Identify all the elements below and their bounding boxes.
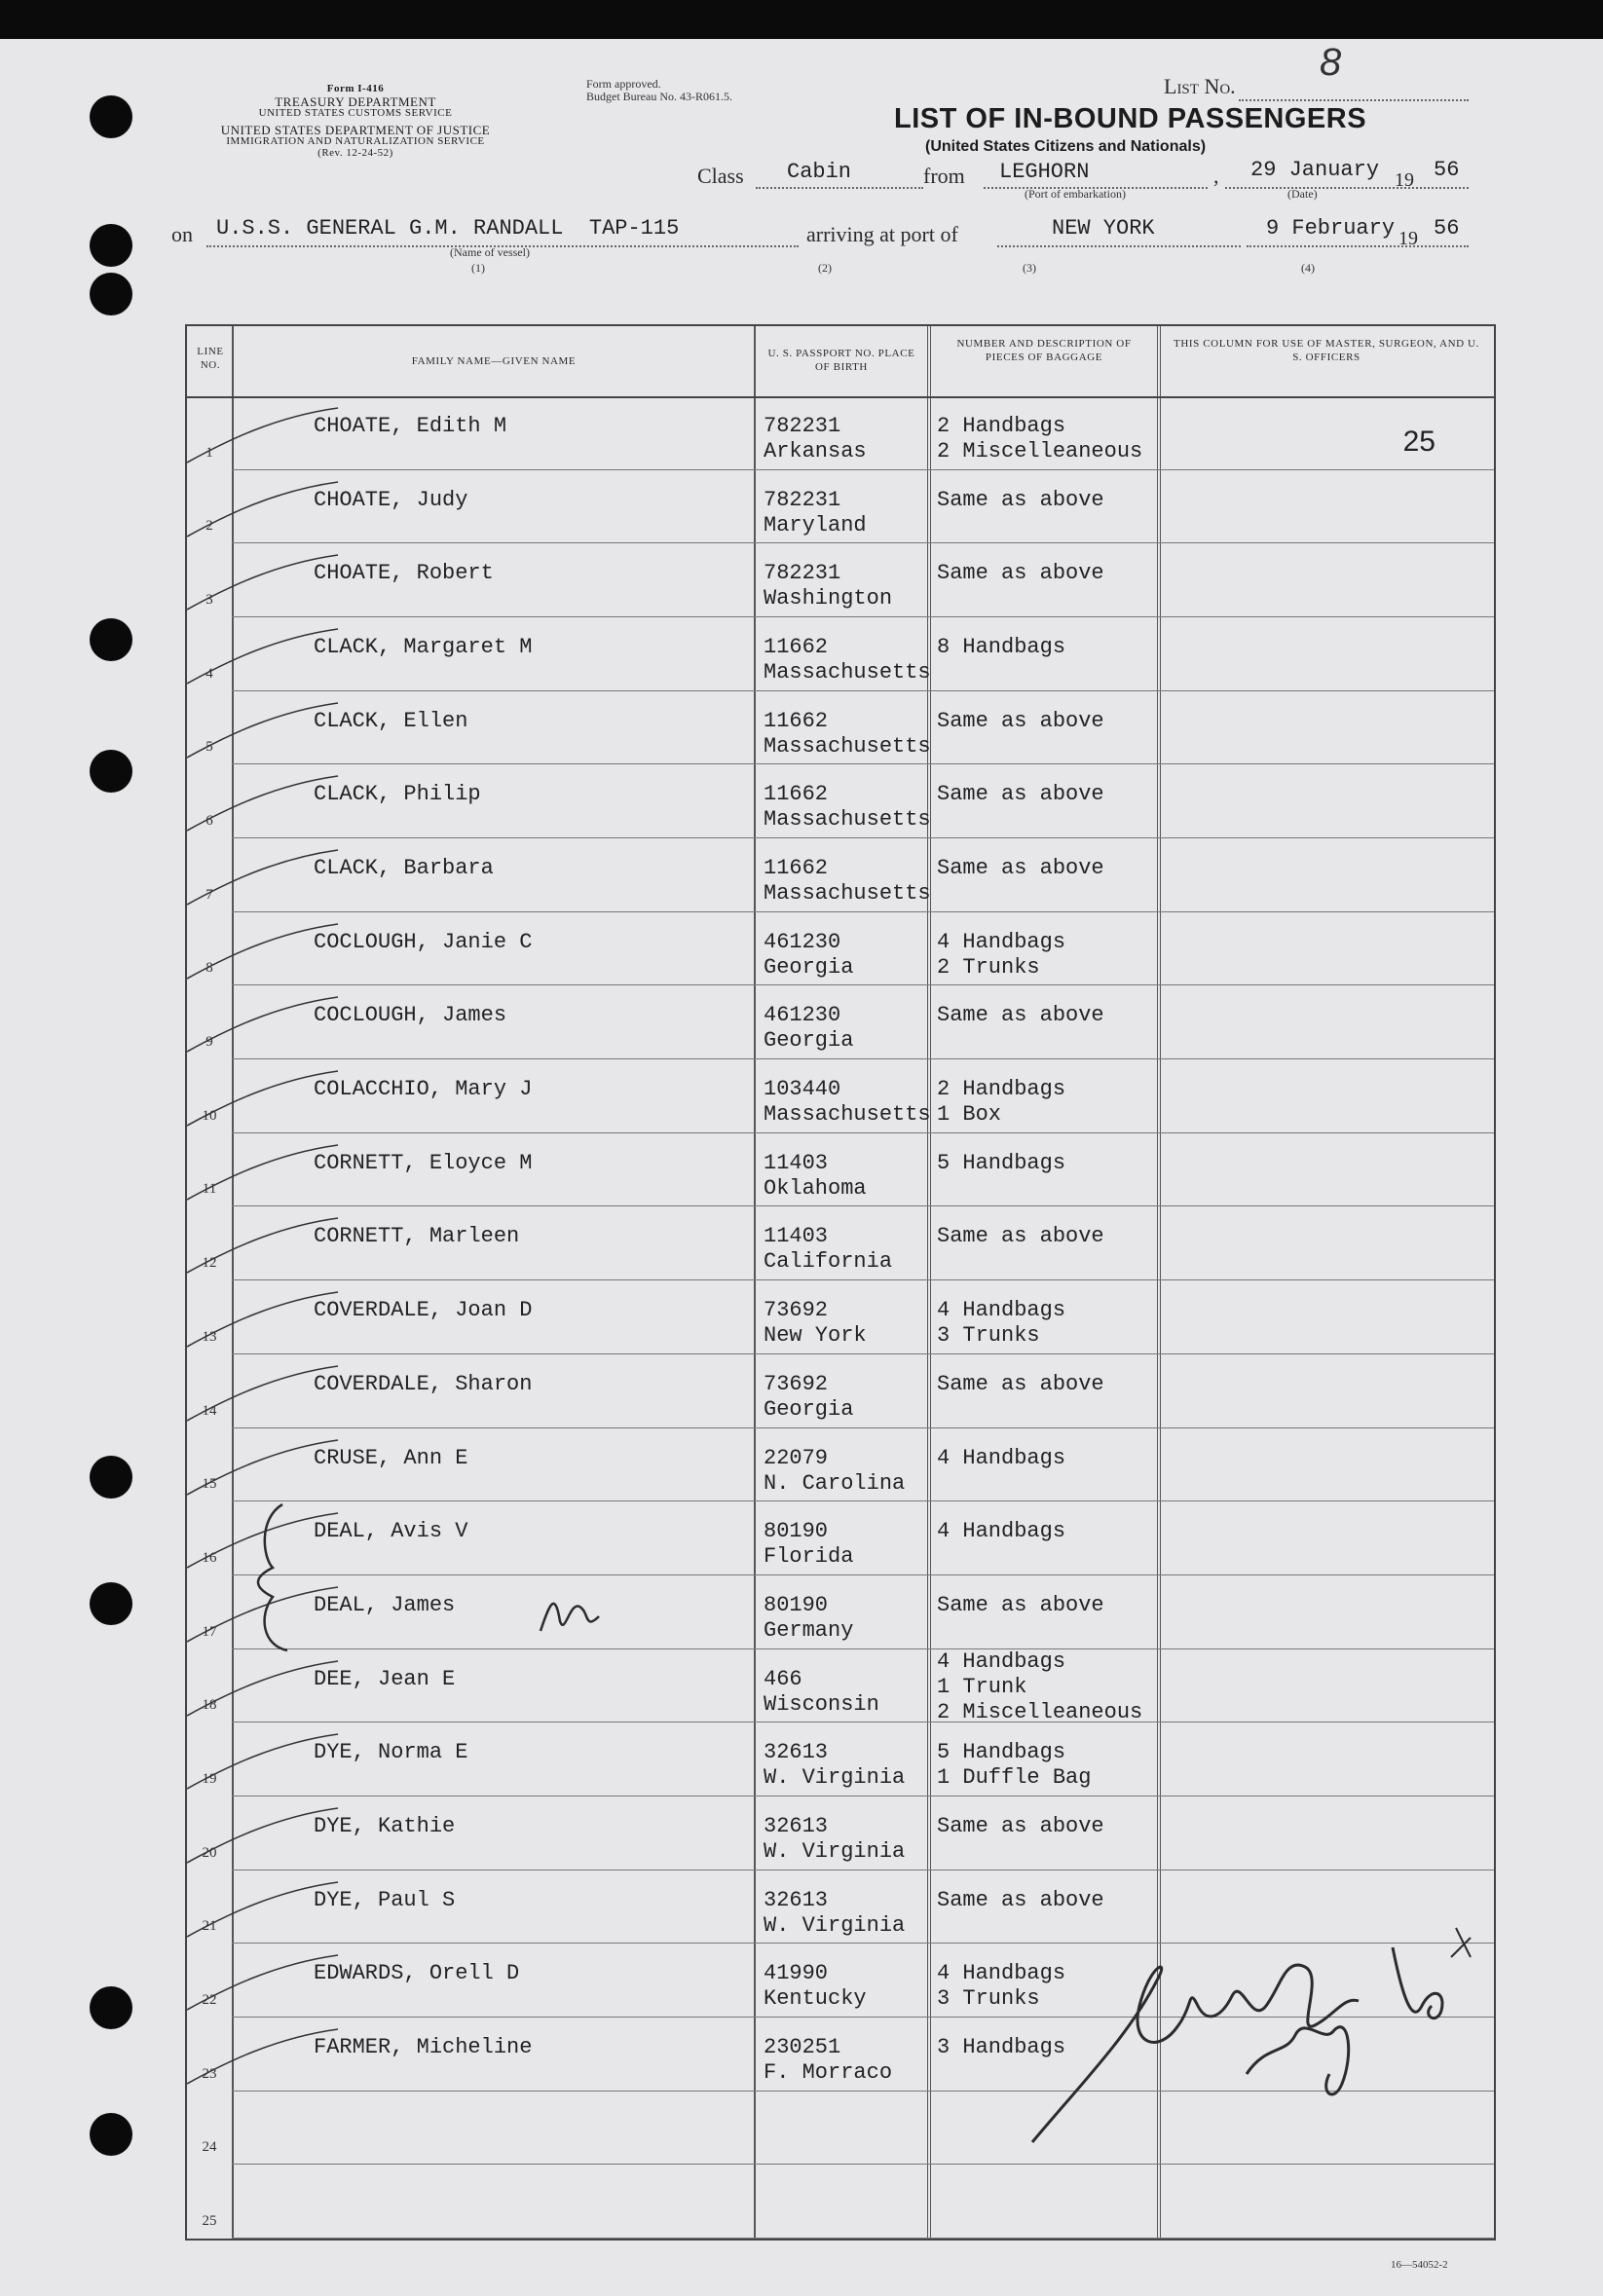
passport-cell [764, 1003, 853, 1054]
passenger-name: CORNETT, Marleen [314, 1224, 520, 1249]
passenger-name: CHOATE, Robert [314, 561, 494, 586]
passenger-name: COVERDALE, Sharon [314, 1371, 533, 1396]
baggage-line: 2 Trunks [937, 954, 1040, 980]
baggage-line: Same as above [937, 1224, 1104, 1249]
passenger-name: FARMER, Micheline [314, 2034, 533, 2059]
arrival-year: 56 [1434, 216, 1460, 241]
line-number: 14 [202, 1402, 217, 1419]
passenger-name: COLACCHIO, Mary J [314, 1077, 533, 1102]
arrival-port: NEW YORK [1052, 216, 1155, 241]
baggage-cell [937, 1814, 1104, 1839]
baggage-line: Same as above [937, 856, 1104, 881]
list-no-label: List No. [1164, 74, 1236, 98]
checkmark-stroke [187, 912, 343, 986]
baggage-line: Same as above [937, 782, 1104, 807]
passenger-name: CORNETT, Eloyce M [314, 1150, 533, 1175]
class-value: Cabin [787, 160, 852, 184]
baggage-line: Same as above [937, 1371, 1104, 1396]
line-number: 11 [202, 1181, 217, 1198]
table-row [187, 1133, 1494, 1207]
passport-number: 782231 [764, 487, 841, 512]
budget-text: Budget Bureau No. 43-R061.5. [586, 90, 732, 104]
line-number: 21 [202, 1918, 217, 1935]
passport-cell [764, 561, 892, 611]
date-value: 29 January [1250, 158, 1380, 182]
checkmark-stroke [187, 1133, 343, 1207]
punch-hole [90, 618, 132, 661]
baggage-line: Same as above [937, 1813, 1104, 1838]
baggage-line: 3 Handbags [937, 2034, 1066, 2059]
baggage-cell [937, 1519, 1065, 1544]
col-index-1: (1) [471, 261, 485, 275]
passenger-name: CLACK, Barbara [314, 856, 494, 881]
baggage-line: 3 Trunks [937, 1986, 1040, 2012]
passport-number: 11662 [764, 782, 829, 807]
class-label: Class [697, 164, 744, 188]
table-row [187, 838, 1494, 912]
baggage-line: Same as above [937, 708, 1104, 733]
baggage-line: 2 Miscelleaneous [937, 439, 1143, 463]
punch-hole [90, 1456, 132, 1499]
line-number: 9 [205, 1034, 213, 1051]
table-row [187, 1796, 1494, 1870]
table-row [187, 396, 1494, 470]
passport-number: 11662 [764, 708, 829, 733]
passport-cell [764, 856, 931, 907]
table-row [187, 691, 1494, 765]
table-row [187, 1354, 1494, 1428]
line-number: 23 [202, 2065, 217, 2082]
checkmark-stroke [187, 1354, 343, 1428]
checkmark-stroke [187, 1649, 343, 1723]
passport-number: 32613 [764, 1813, 829, 1838]
checkmark-stroke [187, 1280, 343, 1354]
baggage-line: 5 Handbags [937, 1150, 1066, 1175]
place-of-birth: Massachusetts [764, 1102, 931, 1128]
place-of-birth: Massachusetts [764, 881, 931, 907]
place-of-birth: Georgia [764, 1028, 854, 1054]
line-number: 5 [205, 739, 213, 756]
list-no-value: 8 [1320, 41, 1342, 84]
table-row [187, 617, 1494, 691]
passport-number: 41990 [764, 1961, 829, 1986]
line-number: 4 [205, 665, 213, 682]
date-year: 56 [1434, 158, 1460, 182]
place-of-birth: Georgia [764, 1396, 854, 1422]
checkmark-stroke [187, 764, 343, 838]
table-row [187, 912, 1494, 986]
baggage-line: 4 Handbags [937, 1648, 1066, 1674]
place-of-birth: New York [764, 1323, 867, 1349]
passport-cell [764, 1372, 853, 1423]
baggage-line: 1 Duffle Bag [937, 1765, 1092, 1791]
checkmark-stroke [187, 1870, 343, 1944]
passport-number: 11403 [764, 1224, 829, 1249]
line-number: 6 [205, 813, 213, 830]
baggage-line: 8 Handbags [937, 635, 1066, 660]
customs-service: UNITED STATES CUSTOMS SERVICE [258, 107, 453, 120]
punch-hole [90, 1986, 132, 2029]
baggage-cell [937, 1649, 1142, 1725]
checkmark-stroke [187, 1944, 343, 2018]
place-of-birth: Wisconsin [764, 1691, 879, 1717]
approved-text: Form approved. [586, 77, 661, 91]
place-of-birth: California [764, 1249, 893, 1275]
comma: , [1213, 164, 1219, 188]
table-row [187, 1722, 1494, 1796]
baggage-line: 5 Handbags [937, 1740, 1066, 1765]
header-officers: THIS COLUMN FOR USE OF MASTER, SURGEON, AND U. S. OFFICERS [1174, 338, 1479, 363]
table-row [187, 1059, 1494, 1133]
baggage-line: 2 Miscelleaneous [937, 1699, 1143, 1724]
passenger-name: DEE, Jean E [314, 1666, 456, 1691]
checkmark-stroke [187, 470, 343, 544]
place-of-birth: N. Carolina [764, 1470, 906, 1496]
header-name: FAMILY NAME—GIVEN NAME [411, 355, 577, 367]
checkmark-stroke [187, 1796, 343, 1870]
baggage-line: Same as above [937, 561, 1104, 586]
baggage-cell [937, 488, 1104, 513]
passenger-name: CLACK, Philip [314, 782, 481, 807]
baggage-cell [937, 1740, 1091, 1791]
place-of-birth: Maryland [764, 512, 867, 537]
line-number: 18 [202, 1697, 217, 1714]
place-of-birth: Washington [764, 586, 893, 611]
passport-number: 230251 [764, 2034, 841, 2059]
place-of-birth: W. Virginia [764, 1765, 906, 1791]
checkmark-stroke [187, 1722, 343, 1796]
arrival-year-prefix: 19 [1398, 228, 1418, 249]
passenger-name: DEAL, James [314, 1592, 456, 1617]
passport-number: 461230 [764, 1003, 841, 1028]
col-index-2: (2) [818, 261, 832, 275]
checkmark-stroke [187, 543, 343, 617]
form-page [0, 39, 1603, 2296]
checkmark-stroke [187, 1059, 343, 1133]
passport-cell [764, 930, 853, 981]
baggage-line: 1 Trunk [937, 1674, 1027, 1699]
table-row [187, 1649, 1494, 1723]
baggage-cell [937, 1003, 1104, 1028]
passport-cell [764, 1298, 867, 1349]
checkmark-stroke [187, 1428, 343, 1502]
baggage-cell [937, 635, 1065, 660]
checkmark-stroke [187, 1206, 343, 1280]
passenger-name: CRUSE, Ann E [314, 1445, 468, 1470]
port-caption: (Port of embarkation) [1025, 187, 1126, 201]
table-row [187, 1428, 1494, 1502]
passport-cell [764, 1814, 905, 1865]
baggage-line: 4 Handbags [937, 929, 1066, 954]
checkmark-stroke [187, 691, 343, 765]
passport-cell [764, 1593, 853, 1644]
passport-number: 32613 [764, 1740, 829, 1765]
baggage-line: 4 Handbags [937, 1961, 1066, 1986]
passport-number: 461230 [764, 929, 841, 954]
passenger-name: COVERDALE, Joan D [314, 1298, 533, 1323]
passenger-name: CHOATE, Edith M [314, 414, 507, 438]
baggage-line: 4 Handbags [937, 1298, 1066, 1323]
baggage-cell [937, 1446, 1065, 1471]
handwritten-initials [531, 1582, 609, 1641]
arriving-label: arriving at port of [806, 222, 958, 246]
header-line-no: LINE NO. [197, 346, 224, 371]
baggage-line: Same as above [937, 1887, 1104, 1912]
header-departments [166, 84, 545, 159]
passport-cell [764, 1151, 867, 1202]
line-number: 13 [202, 1328, 217, 1345]
passport-cell [764, 1077, 931, 1128]
handwritten-signature [1013, 1918, 1480, 2162]
baggage-cell [937, 930, 1065, 981]
passport-cell [764, 1888, 905, 1939]
header-passport: U. S. PASSPORT NO. PLACE OF BIRTH [767, 348, 915, 373]
date-year-prefix: 19 [1395, 169, 1414, 191]
place-of-birth: Oklahoma [764, 1175, 867, 1201]
justice-dept: UNITED STATES DEPARTMENT OF JUSTICE [220, 122, 491, 137]
revision: (Rev. 12-24-52) [317, 146, 393, 159]
on-label: on [171, 222, 193, 246]
baggage-cell [937, 1888, 1104, 1913]
passport-cell [764, 635, 931, 685]
passport-cell [764, 1519, 853, 1570]
line-number: 1 [205, 444, 213, 461]
place-of-birth: W. Virginia [764, 1912, 906, 1938]
date-line [1225, 187, 1469, 189]
passport-number: 11662 [764, 856, 829, 881]
checkmark-stroke [187, 985, 343, 1059]
place-of-birth: W. Virginia [764, 1838, 906, 1864]
line-number: 3 [205, 592, 213, 609]
punch-hole [90, 750, 132, 793]
table-row [187, 1280, 1494, 1354]
passenger-name: DYE, Norma E [314, 1740, 468, 1765]
passport-cell [764, 1740, 905, 1791]
col-index-3: (3) [1023, 261, 1036, 275]
line-number: 12 [202, 1255, 217, 1272]
punch-hole [90, 224, 132, 267]
col-index-4: (4) [1301, 261, 1315, 275]
passport-number: 80190 [764, 1519, 829, 1544]
passport-cell [764, 1961, 867, 2012]
table-row [187, 470, 1494, 544]
handwritten-bracket [243, 1500, 302, 1655]
header-baggage: NUMBER AND DESCRIPTION OF PIECES OF BAGGAGE [956, 338, 1132, 363]
baggage-line: 3 Trunks [937, 1323, 1040, 1349]
immigration-service: IMMIGRATION AND NATURALIZATION SERVICE [226, 135, 485, 148]
table-row [187, 985, 1494, 1059]
checkmark-stroke [187, 617, 343, 691]
vessel-name: U.S.S. GENERAL G.M. RANDALL TAP-115 [216, 216, 680, 241]
line-number: 17 [202, 1623, 217, 1640]
passenger-name: COCLOUGH, Janie C [314, 929, 533, 954]
checkmark-stroke [187, 396, 343, 470]
punch-hole [90, 2113, 132, 2156]
line-number: 7 [205, 886, 213, 903]
table-row [187, 1206, 1494, 1280]
table-row [187, 543, 1494, 617]
passport-number: 22079 [764, 1445, 829, 1470]
passport-number: 782231 [764, 561, 841, 586]
baggage-cell [937, 561, 1104, 586]
form-number: Form I-416 [326, 83, 385, 94]
place-of-birth: Georgia [764, 954, 854, 980]
passport-cell [764, 709, 931, 759]
page-subtitle: (United States Citizens and Nationals) [925, 138, 1207, 155]
place-of-birth: Germany [764, 1617, 854, 1643]
punch-hole [90, 273, 132, 315]
baggage-line: 4 Handbags [937, 1445, 1066, 1470]
baggage-cell [937, 414, 1142, 464]
passport-cell [764, 414, 867, 464]
passport-number: 73692 [764, 1298, 829, 1323]
class-line [756, 187, 923, 189]
passport-cell [764, 782, 931, 833]
table-row [187, 1501, 1494, 1575]
baggage-cell [937, 1298, 1065, 1349]
table-row [187, 764, 1494, 838]
line-number: 22 [202, 1991, 217, 2008]
place-of-birth: F. Morraco [764, 2059, 893, 2085]
passenger-name: COCLOUGH, James [314, 1003, 507, 1028]
passport-number: 11662 [764, 635, 829, 660]
checkmark-stroke [187, 838, 343, 912]
arrival-date-line [1247, 245, 1469, 247]
punch-hole [90, 1582, 132, 1625]
passport-number: 466 [764, 1666, 802, 1691]
from-value: LEGHORN [999, 160, 1090, 184]
checkmark-stroke [187, 2018, 343, 2092]
passenger-name: EDWARDS, Orell D [314, 1961, 520, 1986]
baggage-cell [937, 856, 1104, 881]
baggage-line: 2 Handbags [937, 414, 1066, 438]
baggage-cell [937, 1593, 1104, 1618]
baggage-line: 2 Handbags [937, 1077, 1066, 1102]
passport-cell [764, 2035, 892, 2086]
baggage-cell [937, 1151, 1065, 1176]
date-caption: (Date) [1287, 187, 1318, 201]
passport-number: 782231 [764, 414, 841, 438]
passenger-name: DYE, Paul S [314, 1887, 456, 1912]
baggage-cell [937, 1372, 1104, 1397]
vessel-caption: (Name of vessel) [450, 245, 530, 259]
line-number: 25 [202, 2212, 217, 2229]
passenger-name: CLACK, Margaret M [314, 635, 533, 660]
footer-code: 16—54052-2 [1391, 2259, 1448, 2271]
passport-number: 80190 [764, 1592, 829, 1617]
page-title: LIST OF IN-BOUND PASSENGERS [894, 103, 1367, 134]
passenger-name: CLACK, Ellen [314, 708, 468, 733]
arrival-port-line [997, 245, 1241, 247]
line-number: 15 [202, 1476, 217, 1493]
line-number: 8 [205, 960, 213, 977]
place-of-birth: Massachusetts [764, 733, 931, 759]
baggage-line: 4 Handbags [937, 1519, 1066, 1544]
passenger-name: DYE, Kathie [314, 1813, 456, 1838]
line-number: 19 [202, 1770, 217, 1787]
officer-note: 25 [1402, 426, 1435, 458]
line-number: 2 [205, 518, 213, 535]
line-number: 16 [202, 1549, 217, 1566]
from-label: from [923, 164, 965, 188]
passenger-name: DEAL, Avis V [314, 1519, 468, 1544]
list-no-line [1239, 99, 1469, 101]
baggage-line: 1 Box [937, 1102, 1002, 1128]
place-of-birth: Massachusetts [764, 807, 931, 833]
baggage-line: Same as above [937, 1592, 1104, 1617]
punch-hole [90, 95, 132, 138]
baggage-line: Same as above [937, 1003, 1104, 1028]
baggage-cell [937, 1077, 1065, 1128]
passport-cell [764, 1667, 879, 1718]
passport-cell [764, 1446, 905, 1497]
row-rule [232, 2238, 1494, 2239]
passport-cell [764, 488, 867, 538]
treasury-dept: TREASURY DEPARTMENT [275, 93, 436, 109]
passport-number: 11403 [764, 1150, 829, 1175]
passport-number: 32613 [764, 1887, 829, 1912]
passport-number: 103440 [764, 1077, 841, 1102]
baggage-cell [937, 709, 1104, 734]
line-number: 10 [202, 1107, 217, 1124]
baggage-line: Same as above [937, 487, 1104, 512]
form-approved [586, 78, 732, 103]
place-of-birth: Massachusetts [764, 660, 931, 685]
passport-cell [764, 1224, 892, 1275]
arrival-date: 9 February [1266, 216, 1396, 241]
line-number: 24 [202, 2139, 217, 2156]
table-row [187, 1575, 1494, 1649]
table-row [187, 2165, 1494, 2239]
passenger-name: CHOATE, Judy [314, 487, 468, 512]
place-of-birth: Arkansas [764, 439, 867, 463]
line-number: 20 [202, 1844, 217, 1861]
place-of-birth: Florida [764, 1544, 854, 1570]
baggage-cell [937, 1224, 1104, 1249]
place-of-birth: Kentucky [764, 1986, 867, 2012]
baggage-cell [937, 782, 1104, 807]
passport-number: 73692 [764, 1371, 829, 1396]
